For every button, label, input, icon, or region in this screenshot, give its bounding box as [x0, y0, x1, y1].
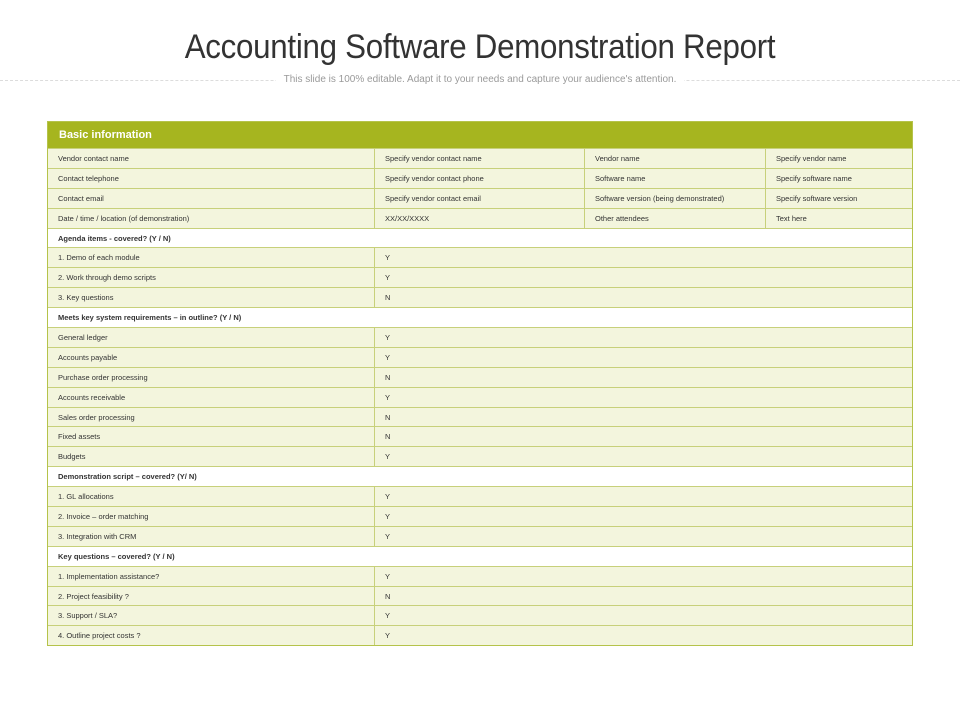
section-title-row	[48, 228, 912, 248]
table-row	[48, 208, 912, 228]
item-label: 2. Project feasibility ?	[48, 587, 375, 606]
table-cell: Specify software version	[776, 193, 858, 203]
table-row	[48, 625, 912, 645]
table-row	[48, 526, 912, 546]
item-status: N	[385, 372, 391, 382]
report-table	[47, 121, 913, 646]
table-row	[48, 367, 912, 387]
item-label: Budgets	[48, 447, 375, 466]
section-title: Agenda items - covered? (Y / N)	[58, 233, 171, 243]
section-title: Key questions – covered? (Y / N)	[58, 551, 175, 561]
table-row	[48, 407, 912, 427]
section-title: Demonstration script – covered? (Y/ N)	[58, 472, 197, 482]
table-cell: Specify vendor contact email	[375, 189, 585, 208]
table-row	[48, 566, 912, 586]
table-row	[48, 586, 912, 606]
item-status: Y	[385, 492, 391, 502]
table-cell: Specify vendor contact phone	[375, 169, 585, 188]
item-label: 3. Key questions	[48, 288, 375, 307]
table-cell: Contact telephone	[48, 169, 375, 188]
section-title-row	[48, 307, 912, 327]
item-label: 1. GL allocations	[48, 487, 375, 506]
item-status: Y	[385, 392, 391, 402]
subtitle-bar	[0, 74, 960, 88]
item-label: Purchase order processing	[48, 368, 375, 387]
item-status: Y	[385, 352, 391, 362]
table-cell: Software name	[585, 169, 766, 188]
item-label: 1. Implementation assistance?	[48, 567, 375, 586]
item-label: 3. Integration with CRM	[48, 527, 375, 546]
table-cell: XX/XX/XXXX	[375, 209, 585, 228]
item-label: 3. Support / SLA?	[48, 606, 375, 625]
item-status: Y	[385, 452, 391, 462]
item-label: 2. Invoice – order matching	[48, 507, 375, 526]
table-row	[48, 387, 912, 407]
table-cell: Specify vendor contact name	[375, 149, 585, 168]
table-row	[48, 605, 912, 625]
item-status: N	[385, 591, 391, 601]
table-cell: Specify software name	[776, 173, 852, 183]
item-status: Y	[385, 511, 391, 521]
table-row	[48, 506, 912, 526]
table-cell: Date / time / location (of demonstration)	[48, 209, 375, 228]
table-row	[48, 327, 912, 347]
table-row	[48, 188, 912, 208]
table-header: Basic information	[48, 122, 912, 148]
table-row	[48, 426, 912, 446]
item-status: Y	[385, 531, 391, 541]
page-title: Accounting Software Demonstration Report	[184, 28, 776, 66]
section-title: Meets key system requirements – in outline? (Y / N)	[58, 313, 242, 323]
item-label: Fixed assets	[48, 427, 375, 446]
table-row	[48, 267, 912, 287]
table-cell: Software version (being demonstrated)	[585, 189, 766, 208]
item-status: N	[385, 432, 391, 442]
table-cell: Specify vendor name	[776, 153, 847, 163]
item-label: Accounts receivable	[48, 388, 375, 407]
item-label: 4. Outline project costs ?	[48, 626, 375, 645]
subtitle-text: This slide is 100% editable. Adapt it to your needs and capture your audience's attention.	[276, 74, 685, 85]
subtitle	[0, 74, 960, 85]
item-status: Y	[385, 571, 391, 581]
table-cell: Other attendees	[585, 209, 766, 228]
table-row	[48, 347, 912, 367]
table-cell: Text here	[776, 213, 807, 223]
table-row	[48, 247, 912, 267]
section-title-row	[48, 466, 912, 486]
table-row	[48, 486, 912, 506]
item-status: Y	[385, 273, 391, 283]
item-status: Y	[385, 611, 391, 621]
table-row	[48, 287, 912, 307]
table-cell: Vendor contact name	[48, 149, 375, 168]
item-label: 2. Work through demo scripts	[48, 268, 375, 287]
table-row	[48, 148, 912, 168]
table-row	[48, 446, 912, 466]
item-status: N	[385, 293, 391, 303]
table-row	[48, 168, 912, 188]
table-cell: Contact email	[48, 189, 375, 208]
item-label: General ledger	[48, 328, 375, 347]
item-status: Y	[385, 253, 391, 263]
item-label: 1. Demo of each module	[48, 248, 375, 267]
item-status: N	[385, 412, 391, 422]
table-cell: Vendor name	[585, 149, 766, 168]
item-label: Accounts payable	[48, 348, 375, 367]
item-label: Sales order processing	[48, 408, 375, 427]
item-status: Y	[385, 332, 391, 342]
section-title-row	[48, 546, 912, 566]
item-status: Y	[385, 631, 391, 641]
